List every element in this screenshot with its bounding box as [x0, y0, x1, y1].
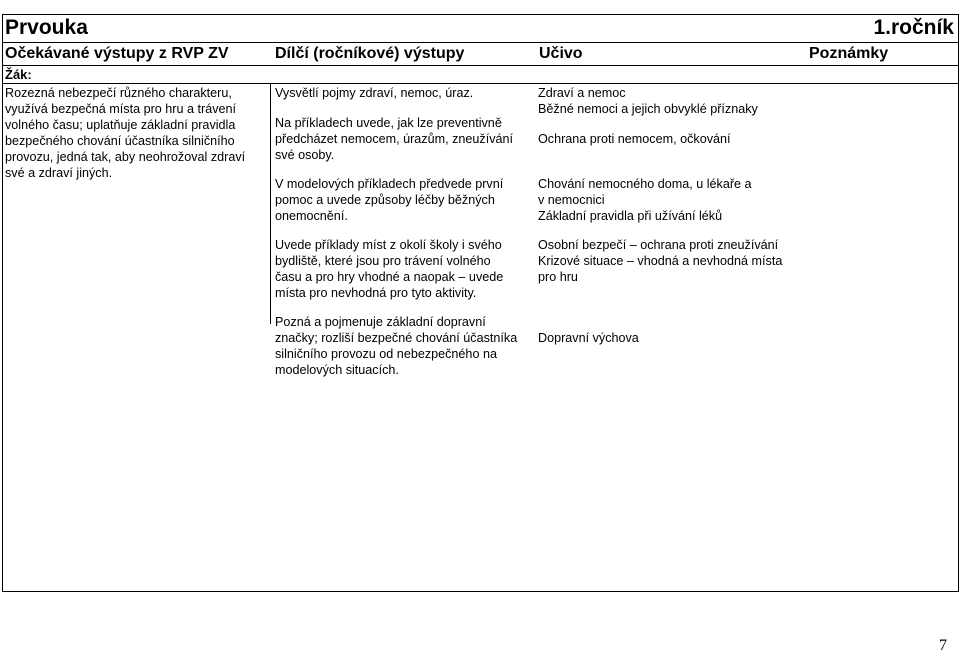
partial-output-block	[275, 314, 517, 378]
partial-output-block	[275, 237, 503, 301]
rvp-line: své a zdraví jiných.	[5, 166, 113, 180]
partial-line: modelových situacích.	[275, 363, 399, 377]
partial-line: bydliště, které jsou pro trávení volného	[275, 254, 491, 268]
partial-line: Vysvětlí pojmy zdraví, nemoc, úraz.	[275, 86, 474, 100]
curriculum-block	[538, 131, 731, 147]
partial-line: své osoby.	[275, 148, 335, 162]
partial-line: času a pro hry vhodné a naopak – uvede	[275, 270, 504, 284]
curriculum-line: Chování nemocného doma, u lékaře a	[538, 177, 752, 191]
partial-output-block	[275, 115, 513, 163]
page-number: 7	[939, 637, 947, 654]
partial-line: Na příkladech uvede, jak lze preventivně	[275, 116, 502, 130]
grade-title: 1.ročník	[873, 16, 954, 39]
pupil-label: Žák:	[5, 67, 32, 82]
curriculum-line: Zdraví a nemoc	[538, 86, 626, 100]
partial-line: značky; rozliší bezpečné chování účastníka	[275, 331, 518, 345]
column-header-rvp: Očekávané výstupy z RVP ZV	[5, 45, 229, 62]
partial-output-block	[275, 85, 473, 101]
curriculum-line: Základní pravidla při užívání léků	[538, 209, 723, 223]
column-divider	[270, 84, 271, 324]
curriculum-block	[538, 237, 782, 285]
curriculum-line: Osobní bezpečí – ochrana proti zneužívání	[538, 238, 779, 252]
partial-line: místa pro nevhodná pro tyto aktivity.	[275, 286, 477, 300]
rvp-line: Rozezná nebezpečí různého charakteru,	[5, 86, 232, 100]
curriculum-block	[538, 176, 752, 224]
curriculum-block	[538, 85, 758, 117]
column-header-row	[2, 42, 959, 65]
curriculum-line: Ochrana proti nemocem, očkování	[538, 132, 731, 146]
rvp-line: využívá bezpečná místa pro hru a trávení	[5, 102, 237, 116]
curriculum-line: Běžné nemoci a jejich obvyklé příznaky	[538, 102, 758, 116]
rvp-line: provozu, jedná tak, aby neohrožoval zdraví	[5, 150, 246, 164]
partial-line: předcházet nemocem, úrazům, zneužívání	[275, 132, 514, 146]
rvp-line: bezpečného chování účastníka silničního	[5, 134, 235, 148]
curriculum-line: pro hru	[538, 270, 578, 284]
subject-title: Prvouka	[5, 16, 88, 39]
partial-line: pomoc a uvede způsoby léčby běžných	[275, 193, 495, 207]
partial-line: V modelových příkladech předvede první	[275, 177, 504, 191]
curriculum-line: Krizové situace – vhodná a nevhodná místa	[538, 254, 783, 268]
content-row	[2, 83, 959, 592]
rvp-line: volného času; uplatňuje základní pravidla	[5, 118, 236, 132]
pupil-label-row	[2, 65, 959, 83]
partial-output-block	[275, 176, 503, 224]
curriculum-line: v nemocnici	[538, 193, 605, 207]
column-header-notes: Poznámky	[809, 45, 889, 62]
curriculum-line: Dopravní výchova	[538, 331, 639, 345]
partial-line: silničního provozu od nebezpečného na	[275, 347, 497, 361]
rvp-output-cell	[5, 85, 245, 181]
partial-line: Pozná a pojmenuje základní dopravní	[275, 315, 486, 329]
column-header-partial: Dílčí (ročníkové) výstupy	[275, 45, 465, 62]
curriculum-block	[538, 330, 639, 346]
column-header-curriculum: Učivo	[539, 45, 583, 62]
partial-line: Uvede příklady míst z okolí školy i svého	[275, 238, 502, 252]
title-row	[2, 14, 959, 42]
partial-line: onemocnění.	[275, 209, 348, 223]
